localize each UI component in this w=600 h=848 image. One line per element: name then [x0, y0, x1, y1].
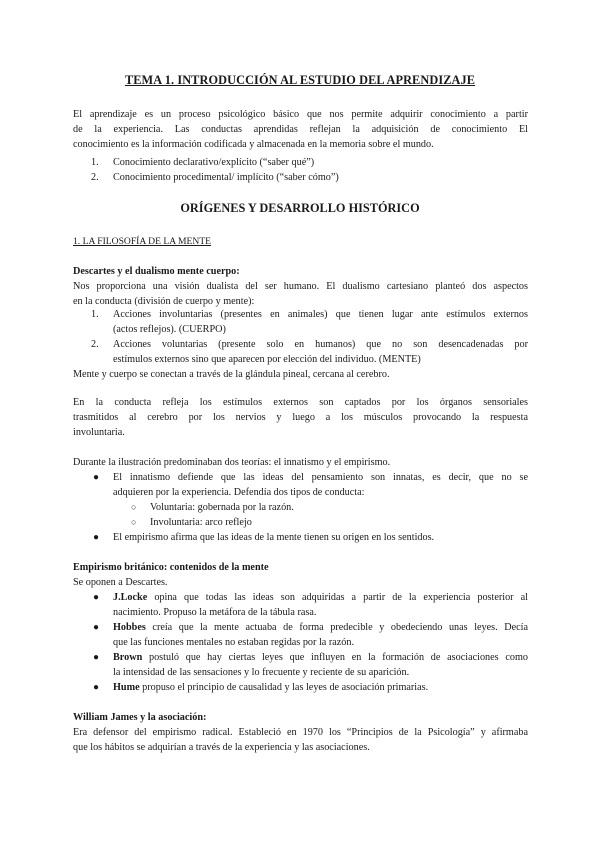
- list-number: 2.: [91, 172, 99, 183]
- list-item: [73, 680, 528, 695]
- intro-line: El aprendizaje es un proceso psicológico básico que nos permite adquirir conocimiento a partir: [73, 109, 528, 120]
- list-item: [73, 530, 528, 545]
- list-text: nacimiento. Propuso la metáfora de la tábula rasa.: [113, 607, 317, 618]
- intro-paragraph: [73, 107, 528, 152]
- bullet-icon: ●: [93, 622, 100, 633]
- bullet-icon: ●: [93, 682, 100, 693]
- list-text: Acciones voluntarias (presente solo en humanos) que no son desencadenadas por: [113, 339, 528, 350]
- author-name: Brown: [113, 652, 143, 663]
- list-text: [113, 650, 528, 665]
- descartes-paragraph: [73, 279, 528, 309]
- author-name: Hobbes: [113, 622, 146, 633]
- list-text: (actos reflejos). (CUERPO): [113, 324, 226, 335]
- list-text: la intensidad de las sensaciones y lo frecuente y reciente de su aparición.: [113, 667, 410, 678]
- list-text-part: creía que la mente actuaba de forma predecible y obedeciendo unas leyes. Decía: [145, 622, 528, 633]
- paragraph-line: en la conducta (división de cuerpo y mente):: [73, 296, 255, 307]
- ilustracion-list: [73, 470, 528, 545]
- bullet-icon: ●: [93, 592, 100, 603]
- list-item: [73, 650, 528, 680]
- list-text-part: opina que todas las ideas son adquiridas a partir de la experiencia posterior al: [147, 592, 528, 603]
- list-text: Involuntaria: arco reflejo: [150, 517, 252, 528]
- list-text: [113, 590, 528, 605]
- james-paragraph: [73, 725, 528, 755]
- list-item: [73, 620, 528, 650]
- descartes-list: [73, 307, 528, 367]
- page-title: TEMA 1. INTRODUCCIÓN AL ESTUDIO DEL APRENDIZAJE: [124, 73, 476, 87]
- list-item: [73, 590, 528, 620]
- bullet-icon: ●: [93, 652, 100, 663]
- reflex-paragraph: [73, 395, 528, 440]
- descartes-closing: Mente y cuerpo se conectan a través de la glándula pineal, cercana al cerebro.: [73, 369, 390, 380]
- list-item: [73, 337, 528, 367]
- section-title: ORÍGENES Y DESARROLLO HISTÓRICO: [180, 201, 420, 215]
- empirismo-heading: Empirismo británico: contenidos de la mente: [73, 562, 269, 573]
- intro-line: de la experiencia. Las conductas aprendidas reflejan la adquisición de conocimiento El: [73, 124, 528, 135]
- list-text-part: postuló que hay ciertas leyes que influyen en la formación de asociaciones como: [142, 652, 528, 663]
- list-item: [73, 307, 528, 337]
- paragraph-line: En la conducta refleja los estímulos externos son captados por los órganos sensoriales: [73, 397, 528, 408]
- sub-list-item: [73, 515, 528, 530]
- paragraph-line: involuntaria.: [73, 427, 125, 438]
- ilustracion-intro: Durante la ilustración predominaban dos teorías: el innatismo y el empirismo.: [73, 457, 391, 468]
- paragraph-line: que los hábitos se adquirían a través de la experiencia y las asociaciones.: [73, 742, 370, 753]
- descartes-heading: Descartes y el dualismo mente cuerpo:: [73, 266, 240, 277]
- list-text: Conocimiento declarativo/explícito (“saber qué”): [113, 157, 315, 168]
- james-heading: William James y la asociación:: [73, 712, 207, 723]
- list-text: [113, 680, 528, 695]
- list-item: [73, 470, 528, 500]
- list-text: El innatismo defiende que las ideas del pensamiento son innatas, es decir, que no se: [113, 472, 528, 483]
- list-text: Acciones involuntarias (presentes en animales) que tienen lugar ante estímulos externos: [113, 309, 528, 320]
- sub-list-item: [73, 500, 528, 515]
- list-number: 1.: [91, 157, 99, 168]
- author-name: Hume: [113, 682, 140, 693]
- circle-bullet-icon: ○: [131, 517, 137, 527]
- circle-bullet-icon: ○: [131, 502, 137, 512]
- knowledge-list: [73, 155, 528, 185]
- empirismo-list: [73, 590, 528, 695]
- list-item: [73, 170, 528, 185]
- intro-line: conocimiento es la información codificada y almacenada en la memoria sobre el mundo.: [73, 139, 434, 150]
- list-number: 1.: [91, 309, 99, 320]
- list-item: [73, 155, 528, 170]
- list-number: 2.: [91, 339, 99, 350]
- list-text: Conocimiento procedimental/ implícito (“saber cómo”): [113, 172, 339, 183]
- author-name: J.Locke: [113, 592, 148, 603]
- bullet-icon: ●: [93, 532, 100, 543]
- paragraph-line: trasmitidos al cerebro por los nervios y luego a los músculos provocando la respuesta: [73, 412, 528, 423]
- list-text: Voluntaria: gobernada por la razón.: [150, 502, 294, 513]
- list-text: estímulos externos sino que aparecen por elección del individuo. (MENTE): [113, 354, 421, 365]
- list-text: adquieren por la experiencia. Defendía dos tipos de conducta:: [113, 487, 365, 498]
- list-text-part: propuso el principio de causalidad y las leyes de asociación primarias.: [139, 682, 429, 693]
- paragraph-line: Nos proporciona una visión dualista del ser humano. El dualismo cartesiano planteó dos aspectos: [73, 281, 528, 292]
- paragraph-line: Era defensor del empirismo radical. Estableció en 1970 los “Principios de la Psicología” y afirmaba: [73, 727, 528, 738]
- subsection-title: 1. LA FILOSOFÍA DE LA MENTE: [73, 236, 212, 247]
- list-text: [113, 620, 528, 635]
- list-text: El empirismo afirma que las ideas de la mente tienen su origen en los sentidos.: [113, 532, 435, 543]
- bullet-icon: ●: [93, 472, 100, 483]
- empirismo-intro: Se oponen a Descartes.: [73, 577, 168, 588]
- list-text: que las funciones mentales no estaban regidas por la razón.: [113, 637, 355, 648]
